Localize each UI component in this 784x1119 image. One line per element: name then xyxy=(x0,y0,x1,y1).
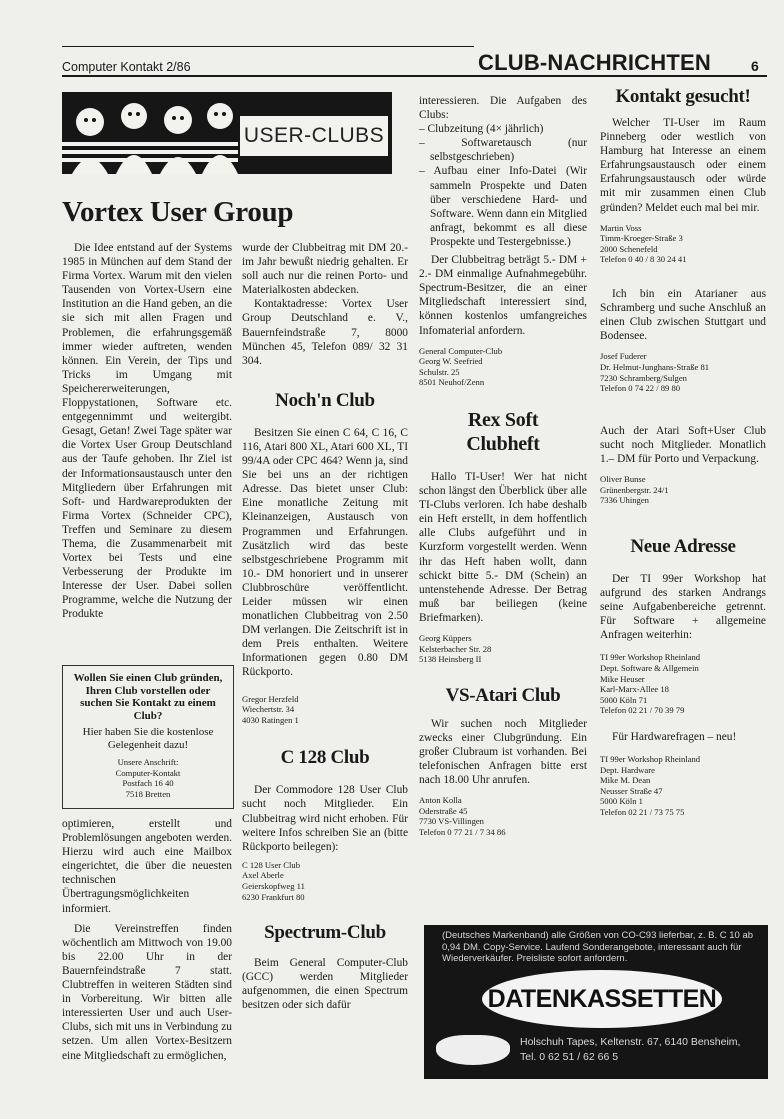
nochn-club-address: Gregor Herzfeld Wiechertstr. 34 4030 Ratingen 1 xyxy=(242,693,299,725)
people-illustration-icon xyxy=(62,92,238,174)
vortex-paragraph-1: Die Idee entstand auf der Systems 1985 in München auf dem Stand der Firma Vortex. Warum mit den vielen Tausenden von Vortex-Usern eine Institution an die Hand geben, an die sie sich mit allen Fragen und Problemen, die erfahrungsgemäß immer wieder auftreten, wenden können. Ein Verein, der Tips und Tricks im Umgang mit Speichererweiterungen, Floppystationen, Software etc. entgegennimmt und weitergibt. Gesagt, Getan! Zwei Tage später war die Vortex User Group Deutschland aus der Taufe gehoben. Ihr Ziel ist der Informationsaustausch unter den Mitgliedern über Erfahrungen mit Soft- und Hardwareprodukten der Firma Vortex (Schneider CPC), Treffen und Seminare zu diesem Thema, die Zusammenarbeit mit Vortex bei Tests und eine Verbesserung der Produkte im Interesse der User. Dabei sollen Programme, welche die Nutzung der Produkte xyxy=(62,242,232,621)
neue-adresse-text: Der TI 99er Workshop hat aufgrund des starken Andrangs seine Aufgabenbereiche getrennt. Für Software + allgemeine Anfragen weiterhin: xyxy=(600,572,766,642)
vortex-title: Vortex User Group xyxy=(62,196,294,228)
gcc-text: Der Clubbeitrag beträgt 5.- DM + 2.- DM einmalige Aufnahmegebühr. Spectrum-Besitzer, die an einer Mitgliedschaft interessiert sind, können kostenlos umfangreiches Infomaterial anfordern. xyxy=(419,254,587,337)
section-title: CLUB-NACHRICHTEN xyxy=(478,50,711,75)
vortex-paragraph-4: wurde der Clubbeitrag mit DM 20.- im Jahr bewußt niedrig gehalten. Er soll auch nur die reinen Porto- und Materialkosten abdecken. xyxy=(242,242,408,297)
vsatari-address: Anton Kolla Oderstraße 45 7730 VS-Villingen Telefon 0 77 21 / 7 34 86 xyxy=(419,795,506,838)
club-info-box xyxy=(62,665,234,809)
banner-label: USER-CLUBS xyxy=(238,114,390,158)
neue-adresse-address-1: TI 99er Workshop Rheinland Dept. Software & Allgemein Mike Heuser Karl-Marx-Allee 18 5000 Köln 71 Telefon 02 21 / 70 39 79 xyxy=(600,652,701,716)
column-3 xyxy=(419,94,587,838)
vsatari-text: Wir suchen noch Mitglieder zwecks einer Clubgründung. Ein großer Clubraum ist vorhanden. Bei telefonischen Anfragen bitte erst nach 18.00 Uhr anrufen. xyxy=(419,717,587,787)
vsatari-title: VS-Atari Club xyxy=(445,684,561,706)
vortex-contact: Kontaktadresse: Vortex User Group Deutschland e. V., Bauernfeindstraße 7, 8000 München 45, Telefon 089/ 32 31 304. xyxy=(242,298,408,367)
ad-text: (Deutsches Markenband) alle Größen von CO-C93 lieferbar, z. B. C 10 ab 0,94 DM. Copy-Service. Laufend Sonderangebote, interessant auch für Wiederverkäufer. Preisliste sofort anfordern. xyxy=(442,930,754,964)
info-box-text: Hier haben Sie die kostenlose Gelegenheit dazu! xyxy=(82,726,214,751)
c128-club-address: C 128 User Club Axel Aberle Geierskopfweg 11 6230 Frankfurt 80 xyxy=(242,859,305,902)
hardware-label: Für Hardwarefragen – neu! xyxy=(612,730,737,743)
gcc-intro: interessieren. Die Aufgaben des Clubs: xyxy=(419,95,587,122)
kontakt-title: Kontakt gesucht! xyxy=(615,86,751,107)
vortex-paragraph-2: optimieren, erstellt und Problemlösungen angeboten werden. Hierzu wird auch eine Mailbox eingerichtet, die über die neuesten technischen Übertragungsmöglichkeiten informiert. xyxy=(62,818,232,915)
c128-club-text: Der Commodore 128 User Club sucht noch Mitglieder. Ein Clubbeitrag wird nicht erhoben. Für weitere Infos schreiben Sie an (bitte Rückporto beilegen): xyxy=(242,784,408,853)
gcc-item-1: – Clubzeitung (4× jährlich) xyxy=(419,123,544,136)
magazine-issue: Computer Kontakt 2/86 xyxy=(62,60,191,74)
rexsoft-title: Rex Soft Clubheft xyxy=(466,408,540,455)
info-box-address: Unsere Anschrift: Computer-Kontakt Postfach 16 40 7518 Bretten xyxy=(115,757,181,799)
kontakt-text-2: Ich bin ein Atarianer aus Schramberg und suche Anschluß an einen Club zwischen Stuttgart und Bodensee. xyxy=(600,288,766,343)
vortex-column-1 xyxy=(62,241,232,622)
page-number: 6 xyxy=(751,58,759,74)
header-rule xyxy=(62,75,767,77)
kontakt-address-2: Josef Fuderer Dr. Helmut-Junghans-Straße 81 7230 Schramberg/Sulgen Telefon 0 74 22 / 89 80 xyxy=(600,351,710,394)
info-box-bold: Wollen Sie einen Club gründen, Ihren Club vorstellen oder suchen Sie Kontakt zu einem Club? xyxy=(73,672,223,722)
column-4 xyxy=(600,86,766,818)
datenkassetten-advertisement xyxy=(424,925,768,1079)
neue-adresse-title: Neue Adresse xyxy=(630,535,736,557)
gcc-item-2: – Softwaretausch (nur selbstgeschrieben) xyxy=(419,137,587,164)
nochn-club-title: Noch'n Club xyxy=(275,389,375,411)
spectrum-club-text: Beim General Computer-Club (GCC) werden Mitglieder aufgenommen, die einen Spectrum besitzen oder sich dafür xyxy=(242,957,408,1012)
ad-contact: Holschuh Tapes, Keltenstr. 67, 6140 Bensheim, Tel. 0 62 51 / 62 66 5 xyxy=(520,1036,741,1063)
kontakt-address-3: Oliver Bunse Grünenbergstr. 24/1 7336 Uhingen xyxy=(600,474,669,506)
spectrum-club-title: Spectrum-Club xyxy=(264,922,386,944)
nochn-club-text: Besitzen Sie einen C 64, C 16, C 116, Atari 800 XL, Atari 600 XL, TI 99/4A oder CPC 464? Wenn ja, sind Sie bei uns an der richtigen Adresse. Das bietet unser Club: Eine monatliche Zeitung mit Kleinanzeigen, Austausch von Programmen und Erfahrungen. Zusätzlich wird das beste selbstgeschriebene Programm mit 10.- DM honoriert und in unserer Clubbroschüre veröffentlicht. Leider müssen wir einen monatlichen Clubbeitrag von 2.50 DM verlangen. Die Zeitschrift ist in dem Preis enthalten. Weitere Informationen gegen 0.80 DM Rückporto. xyxy=(242,426,408,679)
neue-adresse-address-2: TI 99er Workshop Rheinland Dept. Hardware Mike M. Dean Neusser Straße 47 5000 Köln 1 Telefon 02 21 / 73 75 75 xyxy=(600,753,701,817)
header-top-rule xyxy=(62,46,474,47)
user-clubs-banner xyxy=(62,92,392,174)
vortex-paragraph-3: Die Vereinstreffen finden wöchentlich am Mittwoch von 19.00 bis 22.00 Uhr in der Bauernfeindstraße 7 statt. Clubtreffen in weiteren Städten sind in Vorbereitung. Wir bitten alle interessierten User und auch User-Clubs, sich mit uns in Verbindung zu setzen. Um allen Vortex-Besitzern eine Mitgliedschaft zu ermöglichen, xyxy=(62,922,232,1062)
rexsoft-address: Georg Küppers Kelsterbacher Str. 28 5138 Heinsberg II xyxy=(419,633,492,665)
kontakt-text: Welcher TI-User im Raum Pinneberg oder westlich von Hamburg hat Interesse an einem Erfahrungsaustausch oder einem Erfahrungsaustausch oder würde mit mir zusammen einen Club gründen? Meldet euch mal bei mir. xyxy=(600,117,766,214)
gcc-item-3: – Aufbau einer Info-Datei (Wir sammeln Prospekte und Daten über verschiedene Hard- und Software. Wenn dann ein Mitglied anfragt, bekommt es all diese Prospekte und Testergebnisse.) xyxy=(419,165,587,248)
column-2 xyxy=(242,241,408,1013)
ad-brand: DATENKASSETTEN xyxy=(487,985,717,1013)
cassette-icon xyxy=(436,1035,510,1065)
kontakt-address-1: Martin Voss Timm-Kroeger-Straße 3 2000 Schenefeld Telefon 0 40 / 8 30 24 41 xyxy=(600,222,687,265)
rexsoft-text: Hallo TI-User! Wer hat nicht schon längst den Überblick über alle TI-Clubs verloren. Ich habe deshalb ein Heft erstellt, in dem hoffentlich alle Clubs aufgeführt und in Kurzform vorgestellt werden. Wenn ihr das Heft haben wollt, dann schickt bitte 5.- DM (Schein) an untenstehende Adresse. Der Betrag muß bar beiliegen (keine Briefmarken). xyxy=(419,470,587,624)
kontakt-text-3: Auch der Atari Soft+User Club sucht noch Mitglieder. Monatlich 1.– DM für Porto und Verpackung. xyxy=(600,424,766,465)
vortex-column-1b xyxy=(62,817,232,1063)
c128-club-title: C 128 Club xyxy=(280,747,370,769)
gcc-address: General Computer-Club Georg W. Seefried Schulstr. 25 8501 Neuhof/Zenn xyxy=(419,345,503,388)
